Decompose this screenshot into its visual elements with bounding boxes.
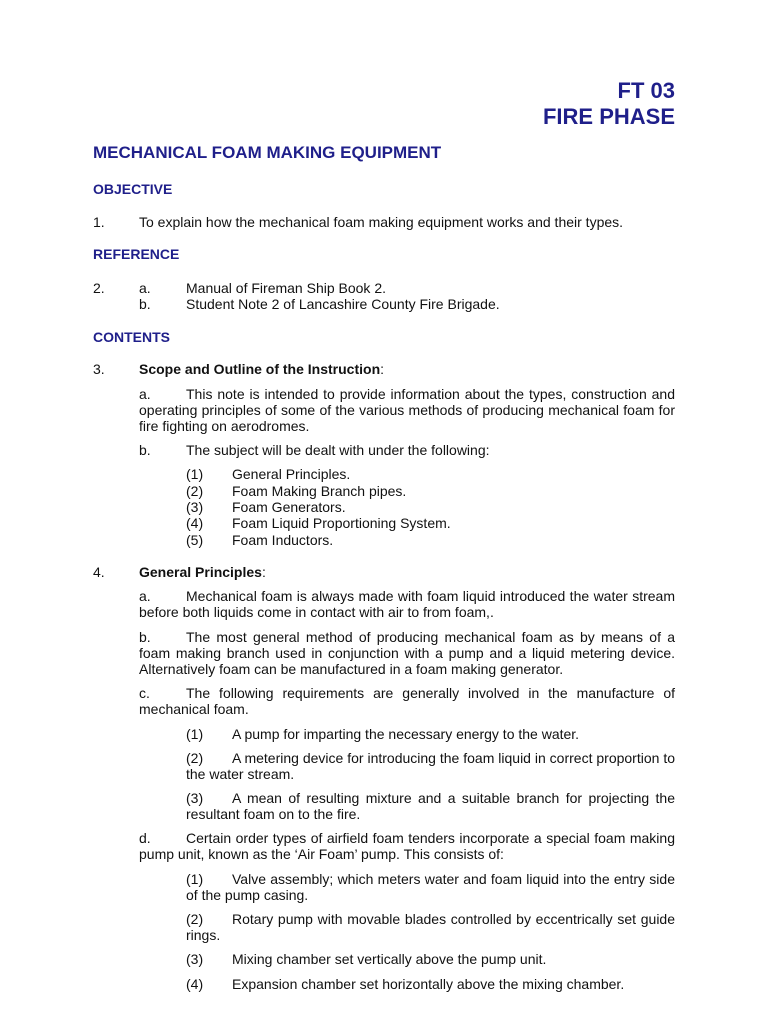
section3-title: Scope and Outline of the Instruction: (139, 361, 385, 377)
list-item: (2) Foam Making Branch pipes. (186, 483, 407, 499)
list-item: (3) Mixing chamber set vertically above the pump unit. (186, 951, 547, 967)
list-item: (1) A pump for imparting the necessary energy to the water. (186, 726, 580, 742)
document-header (543, 78, 675, 130)
course-code: FT 03 (617, 78, 675, 103)
list-item: (3) Foam Generators. (186, 499, 346, 515)
section4-para-c: c. The following requirements are generally involved in the manufacture of mechanical foam. (139, 685, 675, 717)
list-item: (2) Rotary pump with movable blades controlled by eccentrically set guide rings. (186, 911, 675, 943)
section4-title: General Principles: (139, 564, 266, 580)
reference-num: 2. (93, 280, 105, 296)
list-item: (4) Expansion chamber set horizontally above the mixing chamber. (186, 976, 625, 992)
reference-label-a: a. (139, 280, 151, 296)
section4-para-d: d. Certain order types of airfield foam tenders incorporate a special foam making pump unit, known as the ‘Air Foam’ pump. This consists of: (139, 830, 675, 862)
list-item: (4) Foam Liquid Proportioning System. (186, 515, 451, 531)
section3-para-a: a. This note is intended to provide information about the types, construction and operating principles of some of the various methods of producing mechanical foam for fire fighting on aerodromes. (139, 386, 675, 434)
list-item: (5) Foam Inductors. (186, 532, 334, 548)
section4-para-b: b. The most general method of producing mechanical foam as by means of a foam making branch used in conjunction with a pump and a liquid metering device. Alternatively foam can be manufactured in a foam making generator. (139, 629, 675, 677)
section4-para-a: a. Mechanical foam is always made with foam liquid introduced the water stream before both liquids come in contact with air to from foam,. (139, 588, 675, 620)
reference-text-b: Student Note 2 of Lancashire County Fire Brigade. (186, 296, 500, 312)
objective-heading: OBJECTIVE (93, 181, 173, 197)
objective-text: To explain how the mechanical foam making equipment works and their types. (139, 214, 624, 230)
list-item: (3) A mean of resulting mixture and a suitable branch for projecting the resultant foam on to the fire. (186, 790, 675, 822)
section3-para-b: b. The subject will be dealt with under the following: (139, 442, 490, 458)
reference-label-b: b. (139, 296, 151, 312)
contents-heading: CONTENTS (93, 329, 170, 345)
phase-title: FIRE PHASE (542, 104, 675, 129)
list-item: (2) A metering device for introducing the foam liquid in correct proportion to the water stream. (186, 750, 675, 782)
reference-heading: REFERENCE (93, 246, 180, 262)
objective-num: 1. (93, 214, 105, 230)
list-item: (1) General Principles. (186, 466, 351, 482)
section3-num: 3. (93, 361, 105, 377)
section4-num: 4. (93, 564, 105, 580)
list-item: (1) Valve assembly; which meters water and foam liquid into the entry side of the pump casing. (186, 871, 675, 903)
reference-text-a: Manual of Fireman Ship Book 2. (186, 280, 386, 296)
page-title: MECHANICAL FOAM MAKING EQUIPMENT (93, 143, 442, 162)
